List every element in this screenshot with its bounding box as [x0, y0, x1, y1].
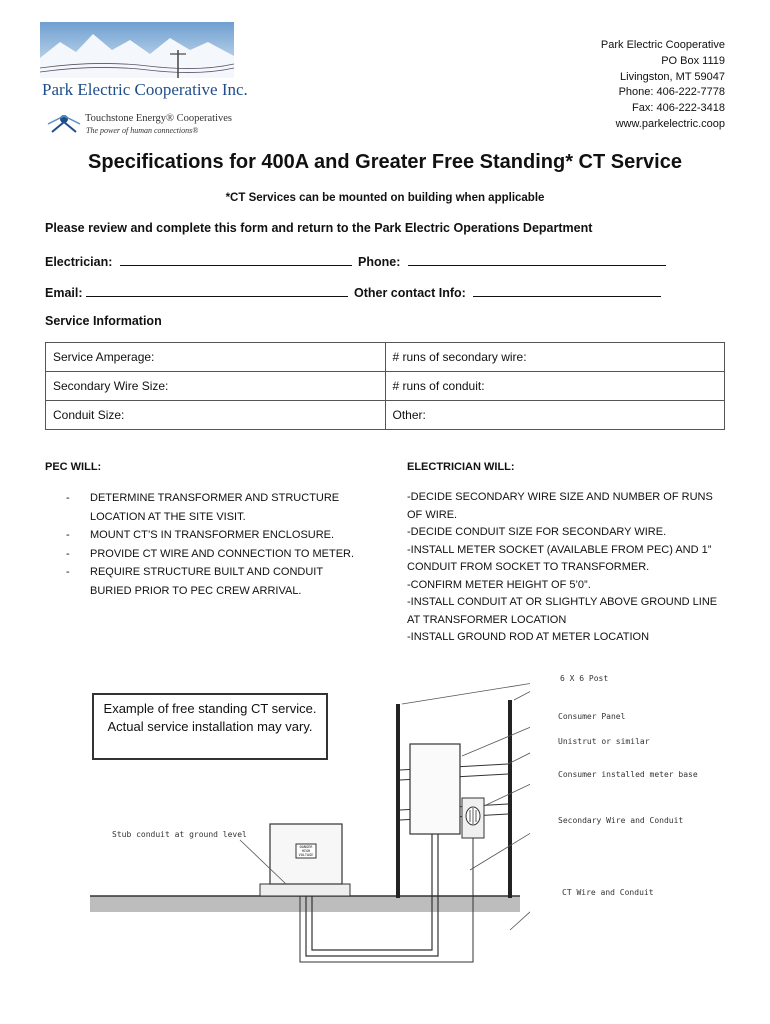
list-item: - REQUIRE STRUCTURE BUILT AND CONDUIT BURIED PRIOR TO PEC CREW ARRIVAL. — [62, 563, 362, 600]
other-contact-field-row — [354, 284, 661, 300]
address-block — [601, 38, 725, 133]
other-contact-input[interactable] — [473, 284, 661, 297]
table-row — [46, 343, 725, 372]
electrician-input[interactable] — [120, 253, 352, 266]
post-label: 6 X 6 Post — [560, 674, 609, 683]
post-right — [508, 700, 512, 898]
list-item: -CONFIRM METER HEIGHT OF 5’0”. — [407, 578, 591, 591]
diagram-note: Example of free standing CT service. Actual service installation may vary. — [92, 693, 328, 760]
service-amperage-cell[interactable]: Service Amperage: — [46, 343, 386, 372]
secondary-wire-size-cell[interactable]: Secondary Wire Size: — [46, 372, 386, 401]
park-electric-logo — [38, 20, 248, 138]
address-city: Livingston, MT 59047 — [620, 70, 725, 83]
other-cell[interactable]: Other: — [385, 401, 725, 430]
pec-will-list — [62, 489, 362, 600]
service-info-table — [45, 342, 725, 430]
phone-input[interactable] — [408, 253, 666, 266]
post-left — [396, 704, 400, 898]
list-item: - DETERMINE TRANSFORMER AND STRUCTURE LOCATION AT THE SITE VISIT. — [62, 489, 362, 526]
electrician-will-heading: ELECTRICIAN WILL: — [407, 461, 515, 473]
transformer-graphic — [260, 824, 350, 896]
list-item: -DECIDE SECONDARY WIRE SIZE AND NUMBER OF RUNS OF WIRE. — [407, 491, 713, 521]
stub-conduit-label: Stub conduit at ground level — [112, 830, 247, 839]
list-item: -DECIDE CONDUIT SIZE FOR SECONDARY WIRE. — [407, 526, 667, 538]
electrician-label: Electrician: — [45, 255, 113, 269]
email-field-row — [45, 284, 348, 300]
unistrut-label: Unistrut or similar — [558, 737, 650, 746]
consumer-panel — [410, 744, 460, 834]
form-instructions: Please review and complete this form and return to the Park Electric Operations Department — [45, 221, 593, 235]
address-po-box: PO Box 1119 — [661, 54, 725, 67]
ct-wire-label: CT Wire and Conduit — [562, 888, 654, 897]
page-title: Specifications for 400A and Greater Free Standing* CT Service — [88, 151, 682, 173]
logo-partner-name: Touchstone Energy® Cooperatives — [85, 113, 233, 124]
electrician-will-list — [407, 489, 727, 647]
transformer-tag-text: DANGER HIGH VOLTAGE — [298, 845, 314, 857]
electrician-field-row — [45, 253, 352, 269]
touchstone-energy-icon — [48, 115, 80, 132]
meter-base-label: Consumer installed meter base — [558, 770, 698, 779]
pec-will-heading: PEC WILL: — [45, 461, 102, 473]
address-phone: Phone: 406-222-7778 — [618, 86, 725, 99]
table-row — [46, 401, 725, 430]
secondary-wire-label: Secondary Wire and Conduit — [558, 816, 684, 825]
logo-partner-tagline: The power of human connections® — [86, 126, 199, 135]
ground-strip — [90, 896, 520, 912]
email-label: Email: — [45, 286, 83, 300]
table-row — [46, 372, 725, 401]
email-input[interactable] — [86, 284, 348, 297]
logo-org-name: Park Electric Cooperative Inc. — [42, 80, 248, 99]
list-item: - PROVIDE CT WIRE AND CONNECTION TO METER. — [62, 545, 362, 564]
list-item: -INSTALL METER SOCKET (AVAILABLE FROM PEC) AND 1” CONDUIT FROM SOCKET TO TRANSFORMER. — [407, 543, 712, 573]
list-item: -INSTALL CONDUIT AT OR SLIGHTLY ABOVE GROUND LINE AT TRANSFORMER LOCATION — [407, 596, 718, 626]
address-website[interactable]: www.parkelectric.coop — [615, 117, 725, 130]
other-contact-label: Other contact Info: — [354, 286, 466, 300]
page-subtitle: *CT Services can be mounted on building when applicable — [225, 192, 545, 204]
conduit-runs-cell[interactable]: # runs of conduit: — [385, 372, 725, 401]
service-info-heading: Service Information — [45, 314, 162, 328]
address-org-name: Park Electric Cooperative — [600, 39, 725, 51]
phone-label: Phone: — [358, 255, 401, 269]
phone-field-row — [358, 253, 666, 269]
list-item: -INSTALL GROUND ROD AT METER LOCATION — [407, 631, 650, 643]
consumer-panel-label: Consumer Panel — [558, 712, 626, 721]
conduit-size-cell[interactable]: Conduit Size: — [46, 401, 386, 430]
address-fax: Fax: 406-222-3418 — [632, 102, 725, 115]
list-item: - MOUNT CT’S IN TRANSFORMER ENCLOSURE. — [62, 526, 362, 545]
secondary-runs-cell[interactable]: # runs of secondary wire: — [385, 343, 725, 372]
